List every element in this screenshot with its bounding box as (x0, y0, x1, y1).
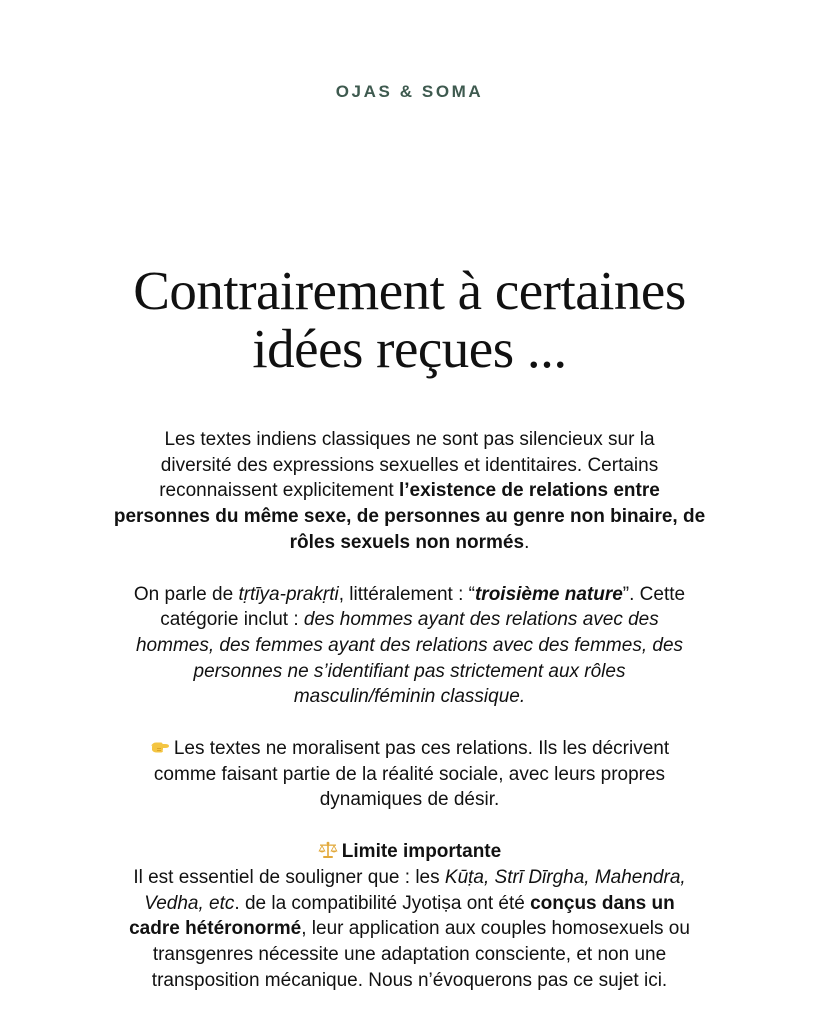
text-fragment: Les textes ne moralisent pas ces relations. Ils les décrivent (173, 738, 670, 760)
paragraph-line (100, 633, 719, 659)
paragraph-line (100, 582, 719, 608)
italic-text: masculin/féminin classique. (293, 686, 526, 708)
paragraph-line (100, 684, 719, 710)
text-fragment: . de la compatibilité Jyotiṣa ont été (234, 892, 531, 914)
paragraph-line (100, 530, 719, 556)
title-line-2: idées reçues ... (252, 318, 567, 379)
italic-text: troisième nature (474, 583, 623, 605)
paragraph-spacer (100, 556, 719, 582)
text-fragment: reconnaissent explicitement (159, 480, 399, 502)
paragraph-line: diversité des expressions sexuelles et identitaires. Certains (160, 454, 659, 476)
section-heading: Limite importante (341, 841, 502, 863)
bold-text: conçus dans un (530, 892, 675, 914)
bold-text: l’existence de relations entre (398, 480, 660, 502)
text-fragment: Il est essentiel de souligner que : les (133, 866, 445, 888)
paragraph-line (100, 865, 719, 891)
text-fragment: catégorie inclut : (160, 609, 304, 631)
paragraph-line: dynamiques de désir. (319, 789, 500, 811)
bold-text: rôles sexuels non normés (289, 531, 525, 553)
italic-text: Kūṭa, Strī Dīrgha, Mahendra, (444, 866, 686, 888)
italic-text: Vedha, etc (144, 892, 235, 914)
bold-text: personnes du même sexe, de personnes au genre non binaire, de (113, 506, 706, 528)
paragraph-line (100, 478, 719, 504)
italic-text: des hommes ayant des relations avec des (303, 609, 659, 631)
paragraph-line (100, 891, 719, 917)
paragraph-line (100, 839, 719, 865)
paragraph-line: comme faisant partie de la réalité sociale, avec leurs propres (153, 763, 666, 785)
italic-text: hommes, des femmes ayant des relations avec des femmes, des (135, 634, 684, 656)
article-body (100, 427, 719, 993)
pointing-hand-icon (150, 738, 170, 756)
paragraph-spacer (100, 710, 719, 736)
text-fragment: , leur application aux couples homosexuels ou (301, 918, 690, 940)
paragraph-line (100, 607, 719, 633)
page-title (60, 262, 759, 378)
text-fragment: , littéralement : “ (338, 583, 475, 605)
paragraph-line: transgenres nécessite une adaptation consciente, et non une (152, 943, 667, 965)
balance-scale-icon (318, 841, 338, 859)
paragraph-line (100, 504, 719, 530)
brand-name: OJAS & SOMA (335, 82, 484, 101)
paragraph-intro (100, 427, 719, 556)
paragraph-line: transposition mécanique. Nous n’évoquerons pas ce sujet ici. (151, 969, 668, 991)
paragraph-line (100, 659, 719, 685)
paragraph-no-moralizing (100, 736, 719, 813)
text-fragment: . (524, 531, 530, 553)
italic-text: tṛtīya-prakṛti (238, 583, 339, 605)
text-fragment: ”. Cette (622, 583, 686, 605)
text-fragment: On parle de (133, 583, 239, 605)
paragraph-line: Les textes indiens classiques ne sont pas silencieux sur la (164, 429, 655, 450)
paragraph-line (100, 916, 719, 942)
title-line-1: Contrairement à certaines (133, 260, 686, 321)
paragraph-third-nature (100, 582, 719, 711)
bold-text: cadre hétéronormé (129, 918, 302, 940)
italic-text: personnes ne s’identifiant pas strictement aux rôles (193, 660, 626, 682)
paragraph-line (100, 736, 719, 762)
paragraph-important-limit (100, 839, 719, 993)
paragraph-spacer (100, 813, 719, 839)
bold-italic-text (475, 584, 623, 605)
